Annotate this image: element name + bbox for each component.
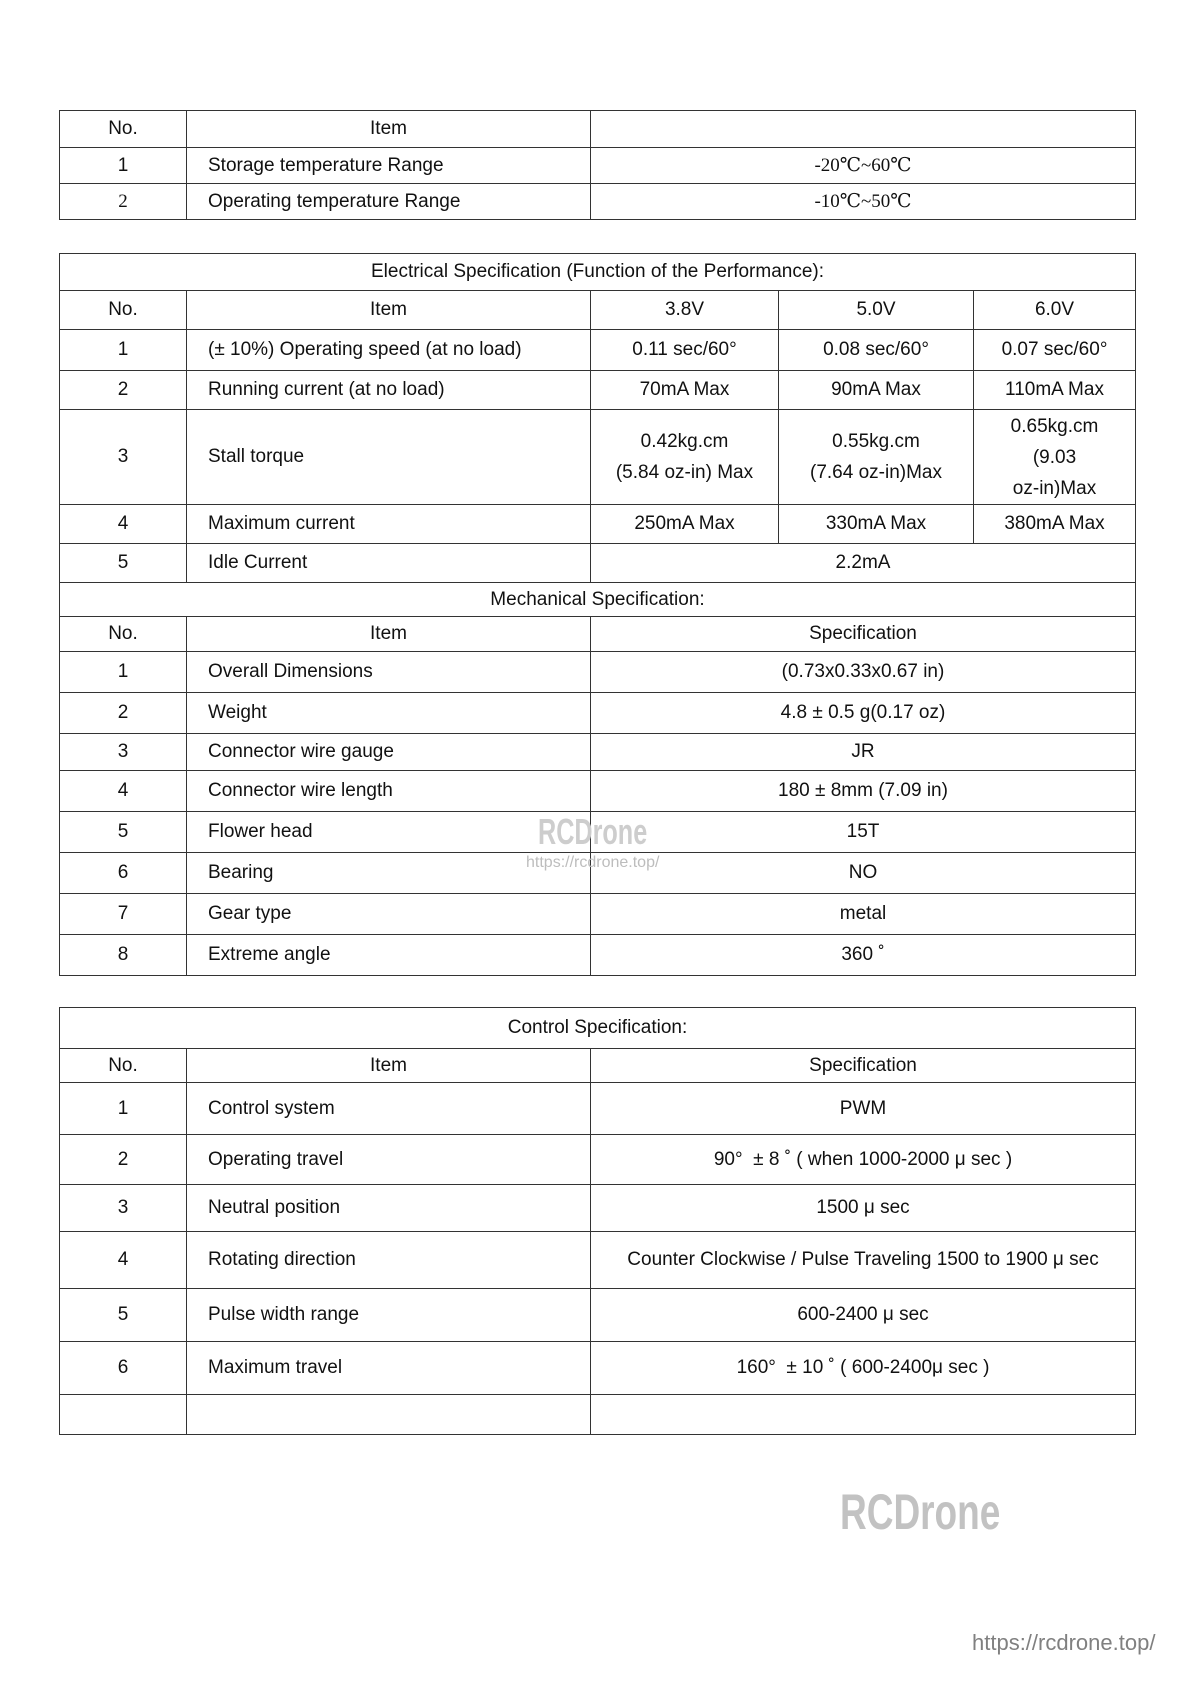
table-row: [60, 812, 1136, 853]
specification-value: PWM: [591, 1083, 1136, 1135]
empty-row: [60, 1395, 1136, 1435]
value-6-0v: 380mA Max: [974, 505, 1136, 544]
row-number: 2: [60, 693, 187, 734]
table-row: [60, 935, 1136, 976]
value-line: (7.64 oz-in)Max: [810, 462, 942, 483]
row-number: 1: [60, 652, 187, 693]
table-row: [60, 894, 1136, 935]
item-name: Running current (at no load): [187, 371, 591, 410]
table-row: [60, 148, 1136, 184]
row-number: 6: [60, 1342, 187, 1395]
empty-cell: [60, 1395, 187, 1435]
row-number: 1: [60, 148, 187, 184]
row-number: 6: [60, 853, 187, 894]
row-number: 2: [60, 1135, 187, 1185]
item-name: Bearing: [187, 853, 591, 894]
value-5-0v: [779, 410, 974, 505]
specification-value: 4.8 ± 0.5 g(0.17 oz): [591, 693, 1136, 734]
row-number: 3: [60, 1185, 187, 1232]
row-number: 5: [60, 1289, 187, 1342]
specification-value: metal: [591, 894, 1136, 935]
value-line: oz-in)Max: [1012, 477, 1097, 499]
table-header-row: [60, 111, 1136, 148]
value-line: 0.55kg.cm: [832, 431, 920, 452]
table-row: [60, 330, 1136, 371]
row-number: 7: [60, 894, 187, 935]
value-5-0v: 330mA Max: [779, 505, 974, 544]
specification-value: (0.73x0.33x0.67 in): [591, 652, 1136, 693]
temperature-table: [59, 110, 1136, 220]
specification-value: Counter Clockwise / Pulse Traveling 1500 to 1900 μ sec: [591, 1232, 1136, 1289]
item-name: Connector wire length: [187, 771, 591, 812]
table-row: [60, 693, 1136, 734]
empty-cell: [187, 1395, 591, 1435]
item-name: Maximum travel: [187, 1342, 591, 1395]
table-row: [60, 371, 1136, 410]
specification-value: 600-2400 μ sec: [591, 1289, 1136, 1342]
header-item: Item: [187, 617, 591, 652]
section-title-row: [60, 254, 1136, 291]
value-3-8v: 250mA Max: [591, 505, 779, 544]
electrical-mechanical-table: [59, 253, 1136, 976]
electrical-title: Electrical Specification (Function of the Performance):: [60, 254, 1136, 291]
table-row: [60, 1232, 1136, 1289]
mechanical-title: Mechanical Specification:: [60, 583, 1136, 617]
header-item: Item: [187, 1049, 591, 1083]
header-no: No.: [60, 1049, 187, 1083]
item-name: Operating travel: [187, 1135, 591, 1185]
item-name: Operating temperature Range: [187, 184, 591, 220]
specification-value: 15T: [591, 812, 1136, 853]
specification-value: 90° ± 8 ˚ ( when 1000-2000 μ sec ): [591, 1135, 1136, 1185]
table-row: [60, 505, 1136, 544]
item-name: Control system: [187, 1083, 591, 1135]
value-6-0v: 110mA Max: [974, 371, 1136, 410]
table-row: [60, 1289, 1136, 1342]
row-number: 3: [60, 734, 187, 771]
specification-value: NO: [591, 853, 1136, 894]
specification-value: 360 ˚: [591, 935, 1136, 976]
section-title-row: [60, 1008, 1136, 1049]
table-row: [60, 734, 1136, 771]
header-voltage-3-8v: 3.8V: [591, 291, 779, 330]
value-6-0v: 0.07 sec/60°: [974, 330, 1136, 371]
table-row: [60, 184, 1136, 220]
value-line: (5.84 oz-in) Max: [615, 462, 754, 483]
table-row: [60, 1083, 1136, 1135]
table-row: [60, 410, 1136, 505]
value-line: 0.65kg.cm: [1010, 415, 1099, 437]
header-value: [591, 111, 1136, 148]
item-name: Maximum current: [187, 505, 591, 544]
row-number: 8: [60, 935, 187, 976]
item-name: Overall Dimensions: [187, 652, 591, 693]
row-number: 5: [60, 812, 187, 853]
value-5-0v: 90mA Max: [779, 371, 974, 410]
row-number: 5: [60, 544, 187, 583]
row-number: 3: [60, 410, 187, 505]
item-name: (± 10%) Operating speed (at no load): [187, 330, 591, 371]
item-name: Extreme angle: [187, 935, 591, 976]
table-row: [60, 652, 1136, 693]
table-header-row: [60, 617, 1136, 652]
row-number: 4: [60, 771, 187, 812]
header-specification: Specification: [591, 1049, 1136, 1083]
item-name: Weight: [187, 693, 591, 734]
item-name: Flower head: [187, 812, 591, 853]
value-6-0v: [974, 410, 1136, 505]
item-name: Rotating direction: [187, 1232, 591, 1289]
row-number: 2: [60, 371, 187, 410]
row-number: 1: [60, 330, 187, 371]
table-row: [60, 771, 1136, 812]
item-name: Neutral position: [187, 1185, 591, 1232]
item-value: -20℃~60℃: [591, 148, 1136, 184]
footer-url: https://rcdrone.top/: [972, 1630, 1156, 1655]
item-name: Connector wire gauge: [187, 734, 591, 771]
header-no: No.: [60, 291, 187, 330]
value-3-8v: 0.11 sec/60°: [591, 330, 779, 371]
value-3-8v: 70mA Max: [591, 371, 779, 410]
control-table: [59, 1007, 1136, 1435]
header-specification: Specification: [591, 617, 1136, 652]
specification-value: 160° ± 10 ˚ ( 600-2400μ sec ): [591, 1342, 1136, 1395]
header-item: Item: [187, 111, 591, 148]
row-number: 4: [60, 505, 187, 544]
header-no: No.: [60, 111, 187, 148]
value-5-0v: 0.08 sec/60°: [779, 330, 974, 371]
table-row: [60, 1135, 1136, 1185]
watermark-logo: RCDrone: [538, 811, 648, 852]
row-number: 1: [60, 1083, 187, 1135]
item-value: -10℃~50℃: [591, 184, 1136, 220]
row-number: 4: [60, 1232, 187, 1289]
specification-value: 1500 μ sec: [591, 1185, 1136, 1232]
item-name: Storage temperature Range: [187, 148, 591, 184]
control-title: Control Specification:: [60, 1008, 1136, 1049]
item-name: Idle Current: [187, 544, 591, 583]
value-line: (9.03: [1032, 446, 1077, 468]
empty-cell: [591, 1395, 1136, 1435]
header-voltage-5-0v: 5.0V: [779, 291, 974, 330]
specification-value: JR: [591, 734, 1136, 771]
table-row: [60, 1342, 1136, 1395]
watermark-url: https://rcdrone.top/: [526, 854, 660, 871]
value-line: 0.42kg.cm: [640, 431, 729, 452]
item-name: Stall torque: [187, 410, 591, 505]
header-no: No.: [60, 617, 187, 652]
specification-value: 180 ± 8mm (7.09 in): [591, 771, 1136, 812]
section-title-row: [60, 583, 1136, 617]
table-header-row: [60, 1049, 1136, 1083]
header-item: Item: [187, 291, 591, 330]
item-value: 2.2mA: [591, 544, 1136, 583]
table-header-row: [60, 291, 1136, 330]
value-3-8v: [591, 410, 779, 505]
item-name: Gear type: [187, 894, 591, 935]
item-name: Pulse width range: [187, 1289, 591, 1342]
row-number: 2: [60, 184, 187, 220]
footer-logo: RCDrone: [840, 1484, 1001, 1540]
header-voltage-6-0v: 6.0V: [974, 291, 1136, 330]
table-row: [60, 544, 1136, 583]
table-row: [60, 1185, 1136, 1232]
table-row: [60, 853, 1136, 894]
